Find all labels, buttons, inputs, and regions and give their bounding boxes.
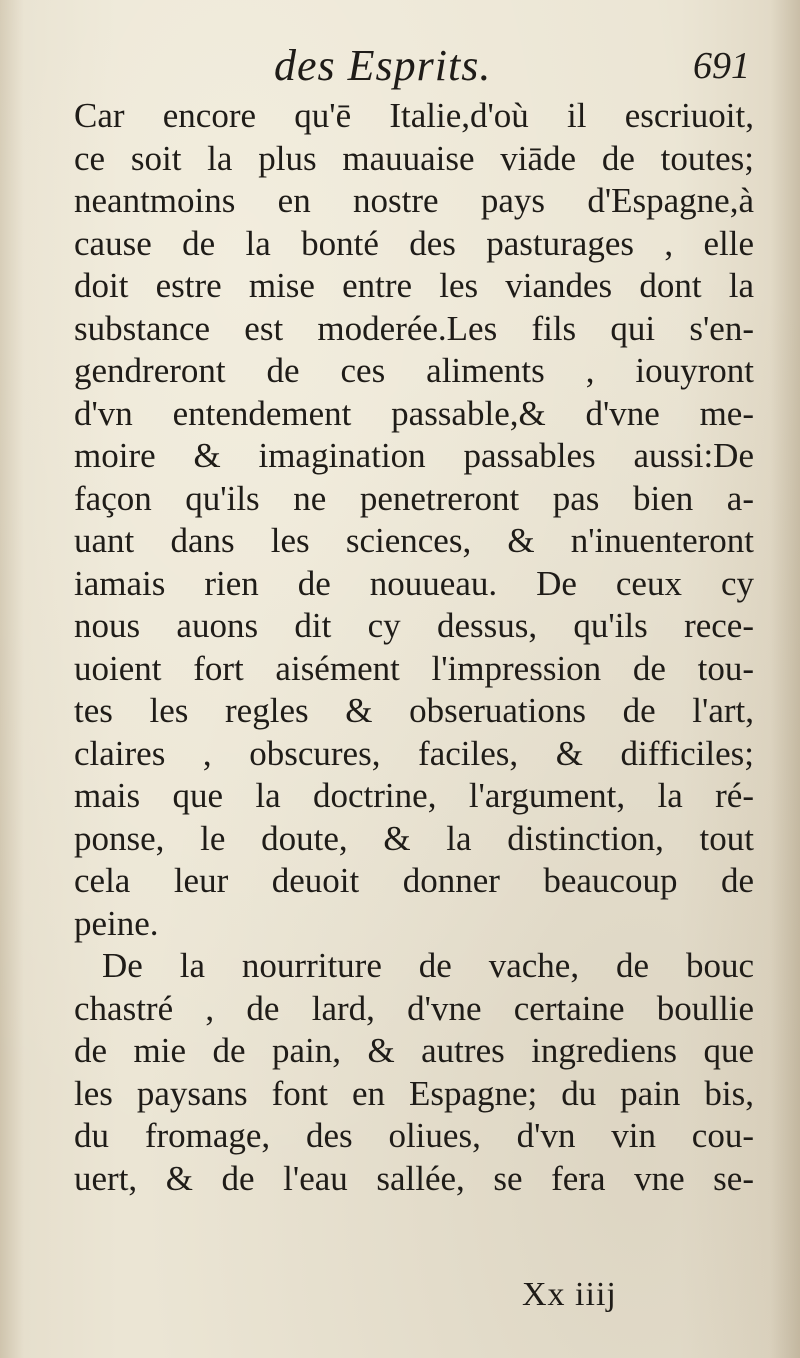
body-text [74, 95, 754, 1200]
text-line: gendreront de ces aliments , iouyront [74, 351, 754, 390]
text-line: mais que la doctrine, l'argument, la ré- [74, 776, 754, 815]
text-line: moire & imagination passables aussi:De [74, 436, 754, 475]
text-line: substance est moderée.Les fils qui s'en- [74, 308, 754, 348]
text-line: cela leur deuoit donner beaucoup de [74, 861, 754, 900]
text-line: de mie de pain, & autres ingrediens que [74, 1031, 754, 1070]
text-line: Car encore qu'ē Italie,d'où il escriuoit, [74, 96, 754, 135]
text-line: ponse, le doute, & la distinction, tout [74, 818, 754, 858]
text-line: uoient fort aisément l'impression de tou- [74, 648, 754, 688]
text-line: cause de la bonté des pasturages , elle [74, 223, 754, 263]
text-line: De la nourriture de vache, de bouc [102, 946, 754, 985]
text-line: uert, & de l'eau sallée, se fera vne se- [74, 1158, 754, 1198]
text-line: chastré , de lard, d'vne certaine boullie [74, 988, 754, 1028]
running-title: des Esprits. [274, 41, 492, 90]
text-line: uant dans les sciences, & n'inuenteront [74, 521, 754, 560]
text-line: du fromage, des oliues, d'vn vin cou- [74, 1116, 754, 1155]
text-line: peine. [74, 903, 159, 943]
text-line: neantmoins en nostre pays d'Espagne,à [74, 181, 754, 220]
text-line: d'vn entendement passable,& d'vne me- [74, 393, 754, 433]
page-header [76, 40, 760, 92]
text-line: iamais rien de nouueau. De ceux cy [74, 563, 754, 603]
text-line: façon qu'ils ne penetreront pas bien a- [74, 478, 754, 518]
text-line: les paysans font en Espagne; du pain bis, [74, 1073, 754, 1113]
text-line: doit estre mise entre les viandes dont la [74, 266, 754, 305]
page-number: 691 [693, 45, 750, 87]
text-line: tes les regles & obseruations de l'art, [74, 691, 754, 730]
text-line: nous auons dit cy dessus, qu'ils rece- [74, 606, 754, 645]
text-line: ce soit la plus mauuaise viāde de toutes; [74, 138, 754, 178]
signature-mark: Xx iiij [522, 1276, 617, 1313]
text-line: claires , obscures, faciles, & difficiles; [74, 733, 754, 773]
